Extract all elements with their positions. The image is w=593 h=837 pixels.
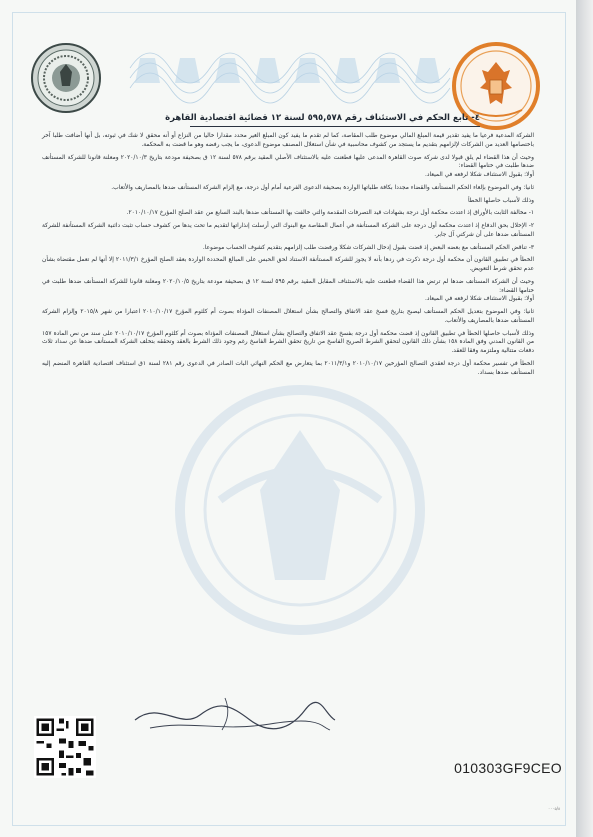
paragraph: الخطأ في تطبيق القانون أن محكمة أول درجة ذكرت في ردها بأنه لا يجوز للشركة المستأنفة الاستناد لحق الحبس على المبالغ المحددة الواردة بعقد الصلح المؤرخ ٢٠١١/٣/١ إلا أنها لم تعمل مقتضاه بشأن عدم تحقق شرط التعويض.	[42, 257, 534, 272]
paragraph: وحيث أن هذا القضاء لم يلق قبولا لدى شركة صوت القاهرة المدعى عليها فطعنت عليه بالاستئناف الأصلي المقيد برقم ٥٧٨ لسنة ١٢ ق بصحيفة مودعة بتاريخ ٢٠٢٠/١٠/٣ ومعلنة قانونا للشركة المستأنف ضدها طلبت في ختامها القضاء:	[42, 154, 534, 170]
paragraph: الشركة المدعية فرعيا ما يفيد تقدير قيمة المبلغ المالي موضوع طلب المقاصة، كما لم تقدم ما يفيد كون المبلغ الغير محدد مقدارا خاليا من النزاع أو أنه محقق لا شك في ثبوته، بل أنها أضافت طلبا آخر باختصامها العديد من الشركات لإلزامهم بتقديم ما يستجد من كشوف محاسبية في شأن استغلال المصنف موضوع الدعوى، ما يجب رفضه وهو ما قضت به المحكمة.	[42, 133, 534, 148]
paragraph: أولا: بقبول الاستئناف شكلا لرفعه في الميعاد.	[425, 296, 534, 303]
header-underline	[190, 126, 480, 127]
paragraph: وذلك لأسباب حاصلها الخطأ	[467, 197, 534, 204]
paragraph: ثانيا: وفي الموضوع بتعديل الحكم المستأنف ليصبح بتاريخ فسخ عقد الاتفاق والتصالح بشأن استغلال المصنفات المؤداة بصوت أم كلثوم المؤرخ ٢٠١٠/١٠/١٧ اعتبارا من شهر ٢٠١٥/٨ وإلزام الشركة المستأنف ضدها بالمصاريف والأتعاب.	[42, 309, 534, 324]
footer-mark: ٠٠٠٥/٨	[548, 806, 561, 811]
paragraph: ثانيا: وفي الموضوع بإلغاء الحكم المستأنف والقضاء مجددا بكافة طلباتها الواردة بصحيفة الدعوى الفرعية أمام أول درجة، مع إلزام الشركة المستأنف ضدها بالمصاريف والأتعاب.	[111, 184, 534, 191]
paragraph: وذلك لأسباب حاصلها الخطأ في تطبيق القانون إذ قضت محكمة أول درجة بفسخ عقد الاتفاق والتصالح بشأن استغلال المصنفات المؤداة بصوت أم كلثوم المؤرخ ٢٠١٠/١٠/١٧ على سند من نص المادة ١٥٧ من القانون المدني وفق المادة ١٥٨ بشأن ذلك القانون لتحقق الشرط الصريح الفاسخ من تاريخ تحقق الشرط الفاسخ رغم وجود ذلك الشرط بالعقد وتحققه بتخلف الشركة المستأنف ضدها عن سداد ثلاث دفعات متتالية وملتزمة وفقا للعقد.	[42, 330, 535, 354]
judgment-body	[42, 132, 534, 697]
paragraph: ٣- تناقض الحكم المستأنف مع بعضه البعض إذ قضت بقبول إدخال الشركات شكلا ورفضت طلب إلزامهم بتقديم كشوف الحساب موضوعا.	[202, 244, 534, 251]
paragraph: ١- مخالفة الثابت بالأوراق إذ اعتدت محكمة أول درجة بشهادات قيد التصرفات المقدمة والتي خالفت بها المستأنف ضدها بالبند السابع من عقد الصلح المؤرخ ٢٠١٠/١٠/١٧.	[126, 210, 534, 217]
handwritten-signature	[130, 690, 340, 740]
security-pattern-band	[120, 38, 460, 98]
official-seal-icon	[30, 42, 102, 114]
paragraph: أولا: بقبول الاستئناف شكلا لرفعه في الميعاد.	[425, 172, 534, 178]
qr-code-icon	[34, 716, 96, 778]
judgment-header: ٤- تابع الحكم في الاستئناف رقم ٥٩٥,٥٧٨ لسنة ١٢ قضائية اقتصادية القاهرة	[165, 113, 480, 123]
paragraph: الخطأ في تفسير محكمة أول درجة لعقدي التصالح المؤرخين ٢٠١٠/١٠/١٧ و٢٠١١/٣/١ بما يتعارض مع الحكم النهائي البات الصادر في الدعوى رقم ٢٨١ لسنة ١ق استئناف اقتصادية القاهرة المنضم إليه المستأنف ضدها بسداد.	[42, 360, 535, 376]
page-edge-shadow	[576, 0, 593, 837]
paragraph: وحيث أن الشركة المستأنف ضدها لم ترتض هذا القضاء فطعنت عليه بالاستئناف المقابل المقيد برقم ٥٩٥ لسنة ١٢ ق بصحيفة مودعة بتاريخ ٢٠٢٠/١٠/٥ ومعلنة قانونا للشركة المستأنف ضدها طلبت في ختامها القضاء:	[42, 278, 534, 294]
paragraph: ٢- الإخلال بحق الدفاع إذ اعتدت محكمة أول درجة على الشركة المستأنفة في أعمال المقاصة مع البنوك التي أرسلت إنذاراتها لتقديم ما تحت يدها من كشوف حساب تثبت دائنية الشركة المستأنفة للشركة المستأنف ضدها على أن شركتي آل جابر.	[42, 223, 534, 238]
document-serial-code: 010303GF9CEO	[454, 760, 562, 776]
